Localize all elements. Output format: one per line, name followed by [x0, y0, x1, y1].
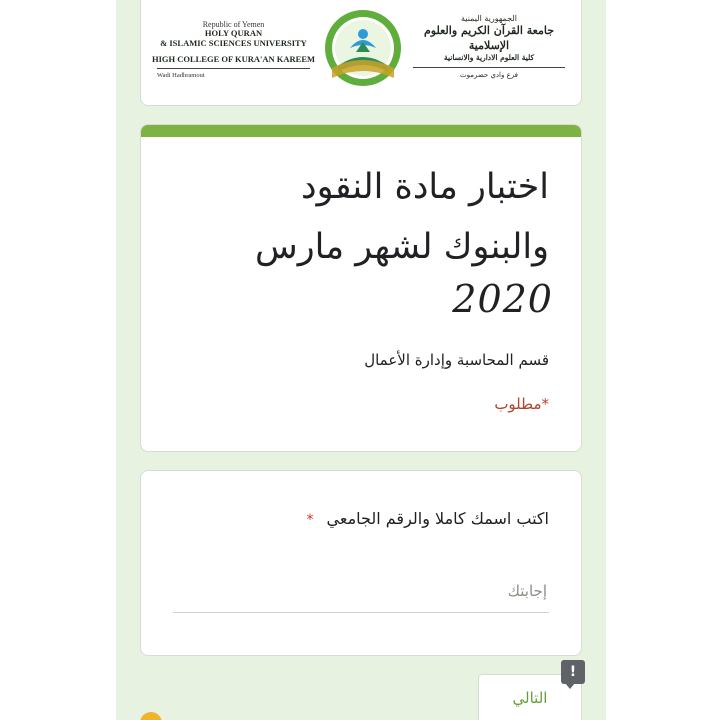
form-title-year: 2020 [452, 277, 553, 321]
header-country-ar: الجمهورية اليمنية [460, 14, 517, 23]
form-title-card [140, 124, 582, 452]
form-title: اختبار مادة النقود والبنوك لشهر مارس [255, 167, 549, 267]
required-note: *مطلوب [494, 395, 549, 413]
header-english-block [151, 20, 316, 80]
header-college-ar: كلية العلوم الادارية والانسانية [443, 52, 535, 62]
header-location-ar: فرع وادي حضرموت [460, 70, 518, 79]
header-divider-en [157, 68, 310, 69]
question-card [140, 470, 582, 656]
next-button[interactable]: التالي [478, 674, 582, 720]
header-college-en: HIGH COLLEGE OF KURA'AN KAREEM [151, 53, 316, 64]
header-banner [140, 0, 582, 106]
university-logo [316, 8, 410, 92]
header-university-en-2: & ISLAMIC SCIENCES UNIVERSITY [160, 37, 307, 48]
required-asterisk: * [306, 512, 314, 528]
header-divider-ar [413, 67, 565, 68]
header-university-ar: جامعة القرآن الكريم والعلوم الإسلامية [423, 24, 554, 52]
question-label [306, 509, 549, 528]
title-card-accent-bar [141, 125, 581, 137]
exclamation-icon: ! [569, 664, 577, 680]
feedback-icon[interactable] [561, 660, 585, 684]
header-location-en: Wadi Hadhramout [157, 72, 205, 80]
question-label-text: اكتب اسمك كاملا والرقم الجامعي [326, 509, 549, 528]
header-arabic-block [409, 14, 569, 80]
header-university-en-1: HOLY QURAN [204, 28, 263, 39]
form-description: قسم المحاسبة وإدارة الأعمال [364, 351, 549, 369]
answer-input[interactable] [173, 577, 549, 613]
header-country-en: Republic of Yemen [202, 20, 265, 29]
